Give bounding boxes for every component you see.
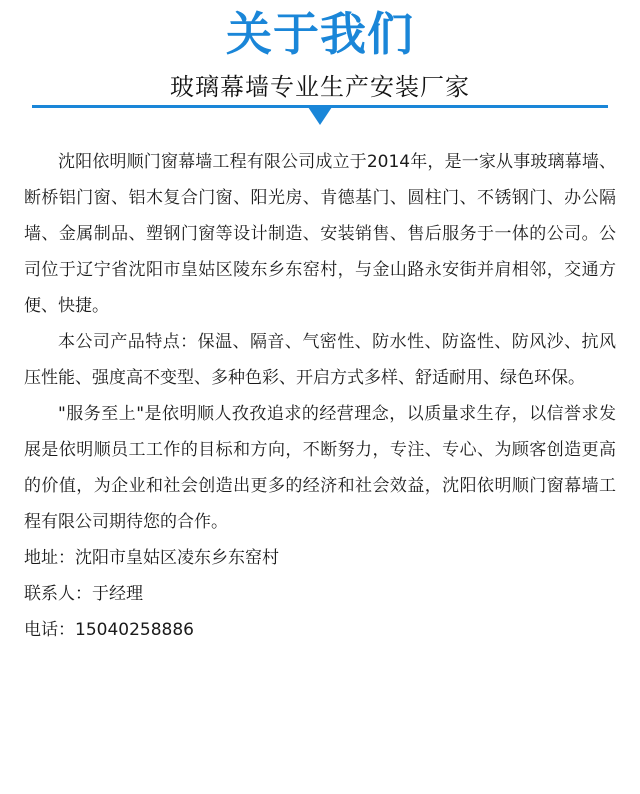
address-line: 地址：沈阳市皇姑区凌东乡东窑村 (24, 548, 279, 568)
down-arrow-icon (308, 107, 332, 125)
phone-line: 电话：15040258886 (24, 620, 194, 640)
philosophy-paragraph: "服务至上"是依明顺人孜孜追求的经营理念，以质量求生存，以信誉求发展是依明顺员工工作的目标和方向，不断努力，专注、专心、为顾客创造更高的价值，为企业和社会创造出更多的经济和社会效益，沈阳依明顺门窗幕墙工程有限公司期待您的合作。 (24, 404, 616, 532)
contact-person-line: 联系人：于经理 (24, 584, 143, 604)
page-title: 关于我们 (226, 7, 414, 61)
intro-paragraph: 沈阳依明顺门窗幕墙工程有限公司成立于2014年，是一家从事玻璃幕墙、断桥铝门窗、铝木复合门窗、阳光房、肯德基门、圆柱门、不锈钢门、办公隔墙、金属制品、塑钢门窗等设计制造、安装销售、售后服务于一体的公司。公司位于辽宁省沈阳市皇姑区陵东乡东窑村，与金山路永安街并肩相邻，交通方便、快捷。 (24, 152, 616, 316)
features-paragraph: 本公司产品特点：保温、隔音、气密性、防水性、防盗性、防风沙、抗风压性能、强度高不变型、多种色彩、开启方式多样、舒适耐用、绿色环保。 (24, 332, 616, 388)
about-content (24, 144, 616, 648)
page-subtitle: 玻璃幕墙专业生产安装厂家 (170, 73, 470, 101)
title-divider (32, 105, 608, 129)
